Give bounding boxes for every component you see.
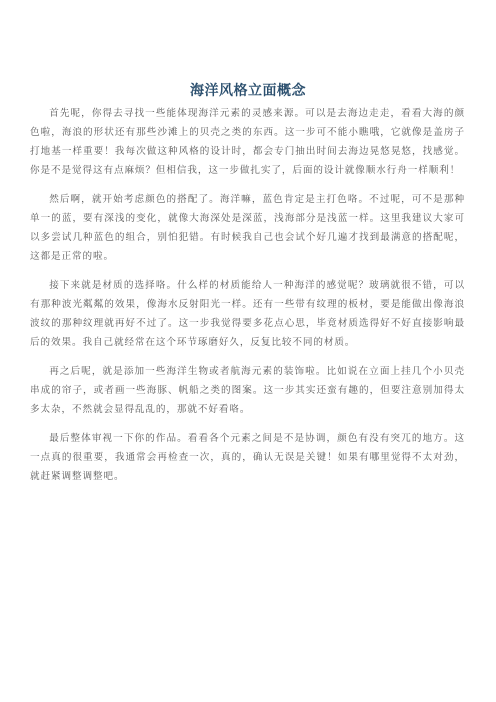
document-title: 海洋风格立面概念 [190, 83, 306, 99]
paragraph-1: 首先呢，你得去寻找一些能体现海洋元素的灵感来源。可以是去海边走走，看看大海的颜色啦，海浪的形状还有那些沙滩上的贝壳之类的东西。这一步可不能小瞧哦，它就像是盖房子打地基一样重要！我每次做这种风格的设计时，都会专门抽出时间去海边晃悠晃悠，找感觉。你是不是觉得这有点麻烦？但相信我，这一步做扎实了，后面的设计就像顺水行舟一样顺利！ [30, 108, 465, 176]
paragraph-4: 再之后呢，就是添加一些海洋生物或者航海元素的装饰啦。比如说在立面上挂几个小贝壳串成的帘子，或者画一些海豚、帆船之类的图案。这一步其实还蛮有趣的，但要注意别加得太多太杂，不然就会显得乱乱的，那就不好看咯。 [30, 366, 465, 415]
paragraph-3: 接下来就是材质的选择咯。什么样的材质能给人一种海洋的感觉呢？玻璃就很不错，可以有那种波光粼粼的效果，像海水反射阳光一样。还有一些带有纹理的板材，要是能做出像海浪波纹的那种纹理就再好不过了。这一步我觉得要多花点心思，毕竟材质选得好不好直接影响最后的效果。我自己就经常在这个环节琢磨好久，反复比较不同的材质。 [30, 280, 465, 348]
paragraph-5: 最后整体审视一下你的作品。看看各个元素之间是不是协调，颜色有没有突兀的地方。这一点真的很重要，我通常会再检查一次，真的，确认无误是关键！如果有哪里觉得不太对劲，就赶紧调整调整吧。 [30, 433, 465, 482]
document-body [30, 104, 465, 496]
paragraph-2: 然后啊，就开始考虑颜色的搭配了。海洋嘛，蓝色肯定是主打色咯。不过呢，可不是那种单一的蓝，要有深浅的变化，就像大海深处是深蓝，浅海部分是浅蓝一样。这里我建议大家可以多尝试几种蓝色的组合，别怕犯错。有时候我自己也会试个好几遍才找到最满意的搭配呢，这都是正常的啦。 [30, 194, 465, 262]
